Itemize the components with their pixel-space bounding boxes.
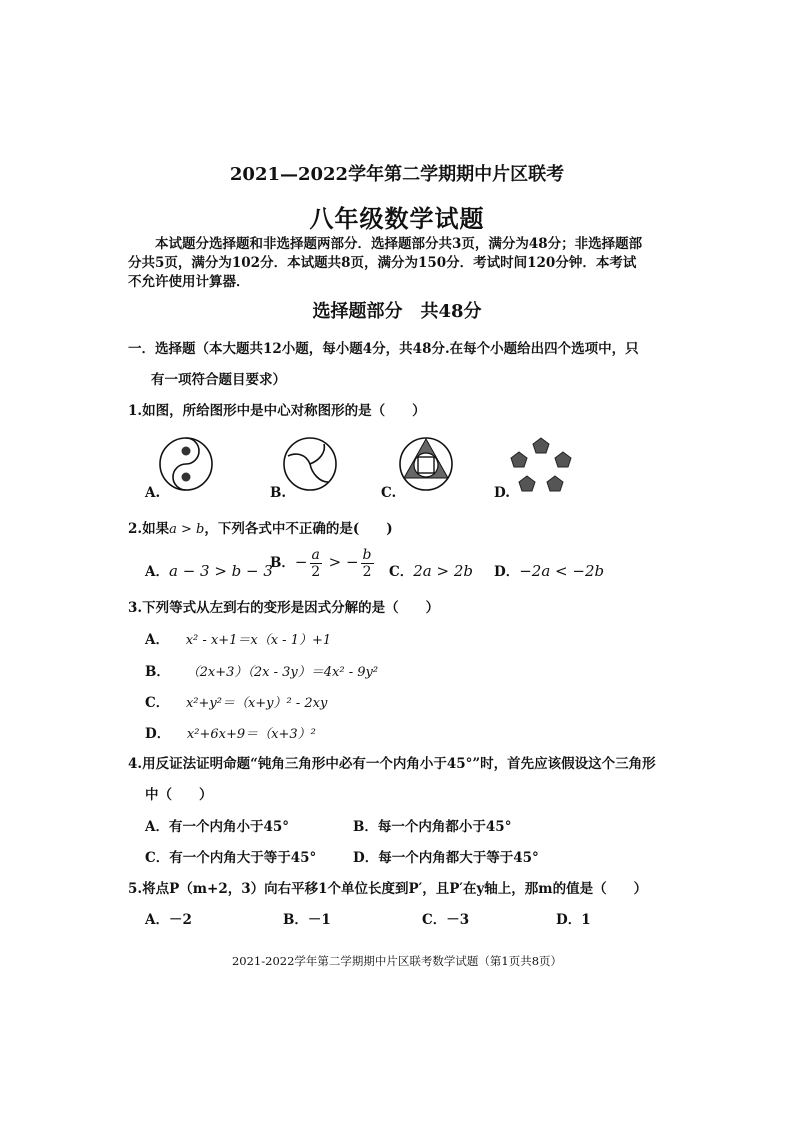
q2-option-b-neg: − — [294, 553, 308, 571]
instructions-line-1: 本试题分选择题和非选择题两部分．选择题部分共3页，满分为48分；非选择题部 — [155, 236, 643, 252]
fraction-denominator: 2 — [362, 564, 372, 580]
fraction-numerator: a — [311, 547, 320, 563]
q2-condition: a > b — [169, 522, 205, 537]
q5-option-d: D．1 — [556, 912, 591, 928]
section-heading: 选择题部分 共48分 — [312, 301, 482, 322]
fraction-denominator: 2 — [311, 564, 321, 580]
part1-instructions-line-2: 有一项符合题目要求） — [151, 372, 286, 388]
q2-option-b — [270, 547, 376, 580]
q3-stem: 3.下列等式从左到右的变形是因式分解的是（ ） — [128, 600, 440, 616]
instructions-line-2: 分共5页，满分为102分．本试题共8页，满分为150分．考试时间120分钟．本考试 — [128, 255, 637, 271]
yin-yang-figure — [158, 436, 214, 492]
q2-fraction-b-over-2 — [361, 547, 374, 580]
q3-option-a-expr: x² - x+1＝x（x - 1）+1 — [185, 633, 332, 648]
q4-option-d: D．每一个内角都大于等于45° — [353, 850, 539, 866]
q3-option-b-label: B． — [145, 664, 170, 680]
q1-option-d-label: D. — [494, 485, 510, 501]
q2-option-b-label: B． — [270, 555, 295, 571]
q3-option-c-label: C． — [145, 695, 170, 711]
q4-stem-line-2: 中（ ） — [145, 787, 213, 803]
q2-option-d-expr: −2a < −2b — [519, 562, 605, 580]
q2-option-a — [145, 560, 273, 580]
exam-subtitle: 八年级数学试题 — [309, 204, 485, 233]
q2-stem-post: ，下列各式中不正确的是( ) — [204, 521, 393, 537]
triple-swirl-figure — [282, 436, 338, 492]
q3-option-a — [145, 628, 331, 648]
instructions-line-3: 不允许使用计算器． — [128, 274, 250, 290]
q2-stem-pre: 2.如果 — [128, 521, 170, 537]
q5-option-a: A．－2 — [145, 912, 192, 928]
part1-instructions-line-1: 一．选择题（本大题共12小题，每小题4分，共48分.在每个小题给出四个选项中，只 — [128, 341, 639, 357]
q5-option-b: B．－1 — [283, 912, 331, 928]
q2-option-c-label: C． — [389, 564, 414, 580]
q2-option-a-label: A． — [145, 564, 169, 580]
q4-option-b: B．每一个内角都小于45° — [353, 819, 512, 835]
q2-option-c-expr: 2a > 2b — [413, 562, 473, 580]
q3-option-c — [145, 691, 327, 711]
q1-option-b-label: B. — [270, 485, 287, 501]
q1-option-a-label: A. — [145, 485, 161, 501]
exam-instructions — [128, 235, 673, 292]
q2-option-d — [494, 560, 604, 580]
circle-triangle-square-figure — [398, 436, 454, 492]
q3-option-d-label: D． — [145, 726, 171, 742]
q2-fraction-a-over-2 — [310, 547, 322, 580]
fraction-numerator: b — [362, 547, 372, 563]
q3-option-c-expr: x²+y²＝（x+y）² - 2xy — [185, 696, 328, 711]
q1-option-c-label: C. — [381, 485, 397, 501]
page-footer: 2021-2022学年第二学期期中片区联考数学试题（第1页共8页） — [231, 954, 563, 968]
q3-option-b-expr: （2x+3）（2x - 3y）＝4x² - 9y² — [186, 665, 379, 680]
q2-option-a-expr: a − 3 > b − 3 — [168, 562, 273, 580]
q3-option-d — [145, 722, 316, 742]
pentagon-ring-figure — [508, 436, 574, 498]
exam-title: 2021—2022学年第二学期期中片区联考 — [229, 164, 565, 185]
q4-stem-line-1: 4.用反证法证明命题“钝角三角形中必有一个内角小于45°”时，首先应该假设这个三角形 — [128, 756, 656, 772]
q2-stem — [128, 517, 393, 537]
q2-option-d-label: D． — [494, 564, 520, 580]
q4-option-a: A．有一个内角小于45° — [145, 819, 290, 835]
q3-option-b — [145, 660, 378, 680]
q3-option-d-expr: x²+6x+9＝（x+3）² — [186, 727, 316, 742]
q4-option-c: C．有一个内角大于等于45° — [145, 850, 317, 866]
q5-option-c: C．－3 — [422, 912, 470, 928]
q2-option-c — [389, 560, 473, 580]
q5-stem: 5.将点P（m+2，3）向右平移1个单位长度到P′，且P′在y轴上，那m的值是（ ） — [128, 881, 648, 897]
q2-option-b-gt: > − — [323, 553, 359, 571]
q1-stem: 1.如图，所给图形中是中心对称图形的是（ ） — [128, 403, 426, 419]
q3-option-a-label: A． — [145, 632, 169, 648]
